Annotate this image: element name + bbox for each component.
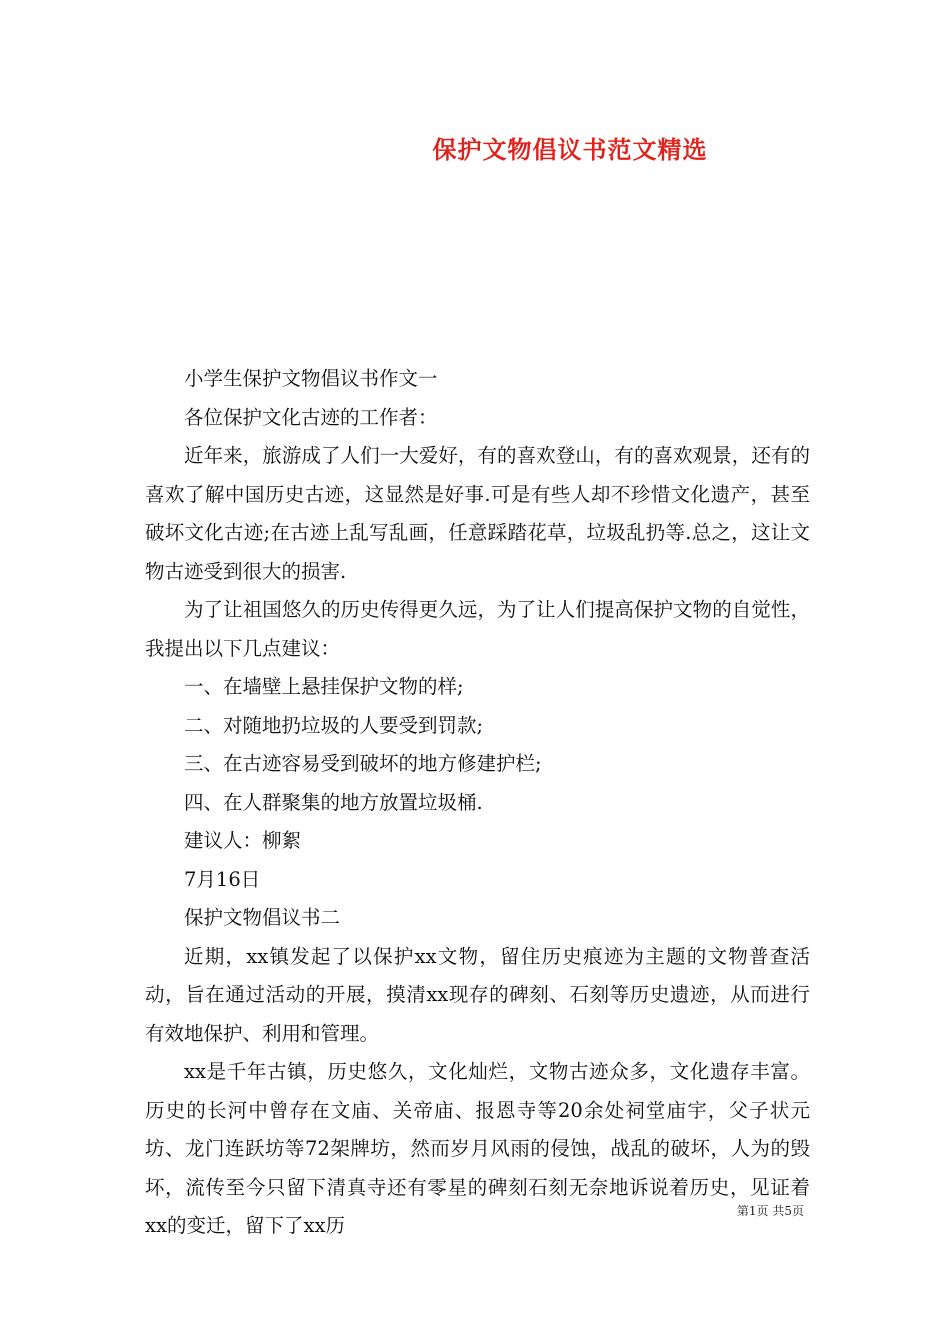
- paragraph: 小学生保护文物倡议书作文一: [184, 367, 438, 390]
- list-item: 一、在墙壁上悬挂保护文物的样;: [184, 675, 464, 698]
- signature-line: 建议人：柳絮: [184, 829, 302, 852]
- paragraph: 各位保护文化古迹的工作者：: [184, 405, 438, 429]
- document-title: 保护文物倡议书范文精选: [432, 135, 708, 164]
- list-item: 四、在人群聚集的地方放置垃圾桶.: [184, 790, 483, 814]
- paragraph: xx是千年古镇，历史悠久，文化灿烂，文物古迹众多，文化遗存丰富。历史的长河中曾存在文庙、关帝庙、报恩寺等20余处祠堂庙宇，父子状元坊、龙门连跃坊等72架牌坊，然而岁月风雨的侵蚀，战乱的破坏，人为的毁坏，流传至今只留下清真寺还有零星的碑刻石刻无奈地诉说着历史，见证着xx的变迁，留下了xx历: [145, 1060, 810, 1237]
- date-line: 7月16日: [184, 867, 261, 891]
- paragraph: 近年来，旅游成了人们一大爱好，有的喜欢登山，有的喜欢观景，还有的喜欢了解中国历史古迹，这显然是好事.可是有些人却不珍惜文化遗产，甚至破坏文化古迹;在古迹上乱写乱画，任意踩踏花草，垃圾乱扔等.总之，这让文物古迹受到很大的损害.: [145, 444, 810, 583]
- page-number: 第1页 共5页: [736, 1204, 804, 1218]
- document-body: [145, 360, 810, 1246]
- list-item: 三、在古迹容易受到破坏的地方修建护栏;: [184, 752, 542, 775]
- paragraph: 近期，xx镇发起了以保护xx文物，留住历史痕迹为主题的文物普查活动，旨在通过活动的开展，摸清xx现存的碑刻、石刻等历史遗迹，从而进行有效地保护、利用和管理。: [145, 944, 810, 1045]
- paragraph: 为了让祖国悠久的历史传得更久远，为了让人们提高保护文物的自觉性，我提出以下几点建议：: [145, 598, 810, 660]
- section-heading: 保护文物倡议书二: [184, 906, 341, 929]
- list-item: 二、对随地扔垃圾的人要受到罚款;: [184, 713, 484, 737]
